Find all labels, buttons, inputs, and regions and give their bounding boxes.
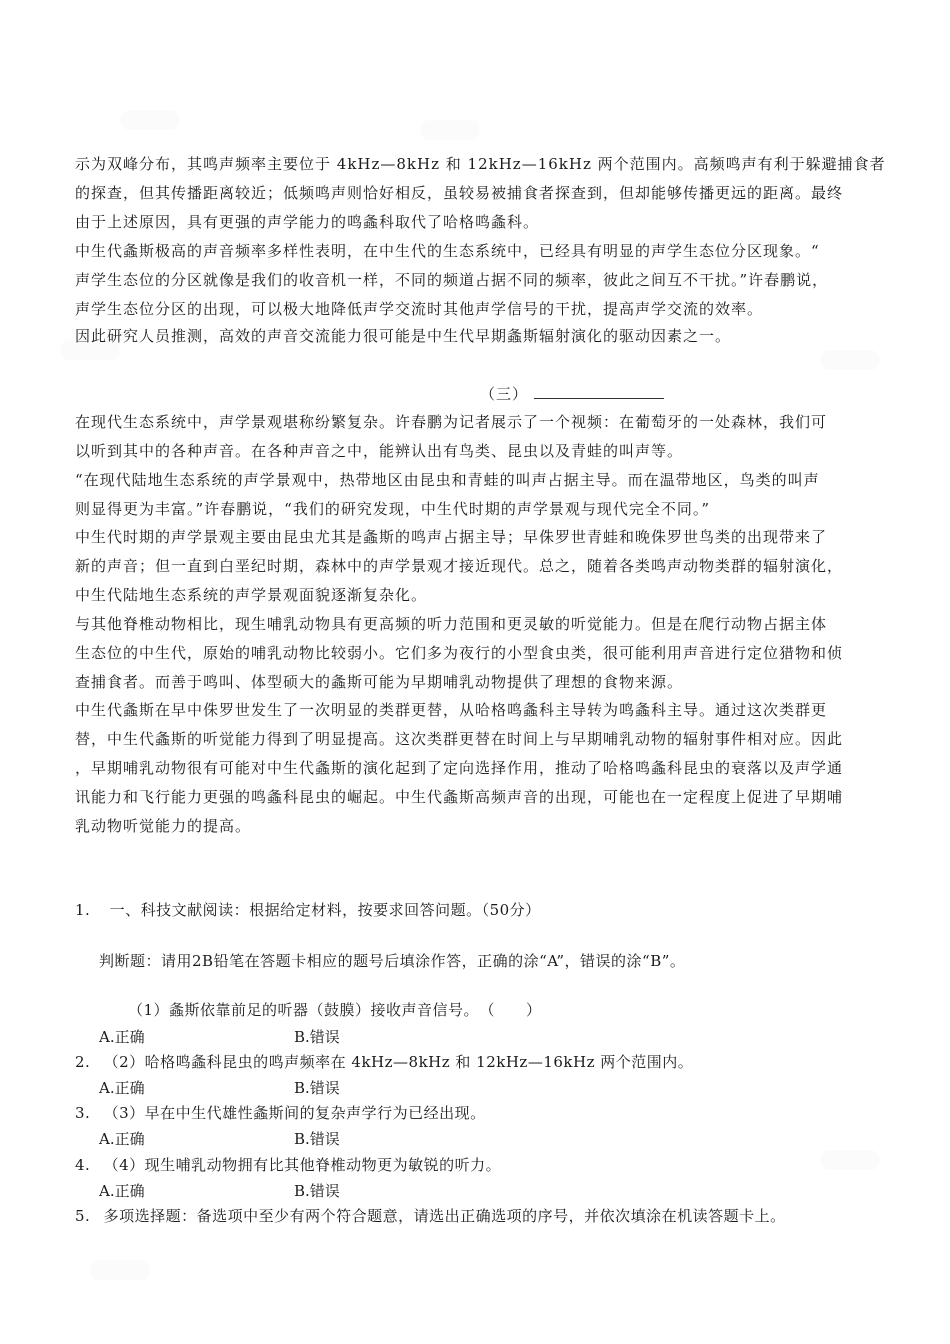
watermark: [90, 1260, 150, 1280]
text-line: 声学生态位分区的出现，可以极大地降低声学交流时其他声学信号的干扰，提高声学交流的效率。: [75, 300, 764, 318]
text-line: 以听到其中的各种声音。在各种声音之中，能辨认出有鸟类、昆虫以及青蛙的叫声等。: [75, 442, 684, 460]
question-text: 一、科技文献阅读：根据给定材料，按要求回答问题。（50分）: [109, 901, 541, 919]
paragraph-6: [75, 523, 885, 610]
question-3: [75, 1102, 486, 1124]
text-line: 因此研究人员推测，高效的声音交流能力很可能是中生代早期螽斯辐射演化的驱动因素之一。: [75, 327, 732, 345]
text-line: 生态位的中生代，原始的哺乳动物比较弱小。它们多为夜行的小型食虫类，很可能利用声音进行定位猎物和侦: [75, 644, 844, 662]
text-line: 在现代生态系统中，声学景观堪称纷繁复杂。许春鹏为记者展示了一个视频：在葡萄牙的一处森林，我们可: [75, 413, 828, 431]
text-line: 由于上述原因，具有更强的声学能力的鸣螽科取代了哈格鸣螽科。: [75, 213, 540, 231]
question-number: 1.: [75, 901, 91, 919]
instruction-text: 判断题：请用2B铅笔在答题卡相应的题号后填涂作答，正确的涂“A”，错误的涂“B”。: [99, 952, 686, 970]
question-number: 2.: [75, 1053, 91, 1071]
text-line: 与其他脊椎动物相比，现生哺乳动物具有更高频的听力范围和更灵敏的听觉能力。但是在爬行动物占据主体: [75, 615, 828, 633]
text-line: 新的声音；但一直到白垩纪时期，森林中的声学景观才接近现代。总之，随着各类鸣声动物类群的辐射演化，: [75, 557, 844, 575]
text-line: 讯能力和飞行能力更强的鸣螽科昆虫的崛起。中生代螽斯高频声音的出现，可能也在一定程度上促进了早期哺: [75, 788, 844, 806]
text-line: 中生代时期的声学景观主要由昆虫尤其是螽斯的鸣声占据主导；早侏罗世青蛙和晚侏罗世鸟类的出现带来了: [75, 528, 828, 546]
question-2: [75, 1051, 693, 1073]
option-b[interactable]: B.错误: [294, 1182, 340, 1200]
text-line: 乳动物听觉能力的提高。: [75, 817, 252, 835]
blank-line: [534, 384, 664, 399]
watermark: [820, 1150, 880, 1170]
text-line: 的探查，但其传播距离较近；低频鸣声则恰好相反，虽较易被捕食者探查到，但却能够传播更远的距离。最终: [75, 184, 844, 202]
section-heading: [480, 383, 664, 404]
paragraph-4: [75, 408, 885, 466]
paragraph-5: [75, 466, 885, 524]
option-a[interactable]: A.正确: [99, 1028, 145, 1046]
option-b[interactable]: B.错误: [294, 1130, 340, 1148]
question-number: 3.: [75, 1104, 91, 1122]
paragraph-2: [75, 237, 885, 324]
question-text: （3）早在中生代雄性螽斯间的复杂声学行为已经出现。: [103, 1104, 486, 1122]
question-number: 4.: [75, 1156, 91, 1174]
question-5: [75, 1205, 786, 1227]
text-line: “在现代陆地生态系统的声学景观中，热带地区由昆虫和青蛙的叫声占据主导。而在温带地区，鸟类的叫声: [75, 471, 820, 489]
text-line: 中生代陆地生态系统的声学景观面貌逐渐复杂化。: [75, 586, 428, 604]
watermark: [120, 110, 180, 130]
text-line: ，早期哺乳动物很有可能对中生代螽斯的演化起到了定向选择作用，推动了哈格鸣螽科昆虫的衰落以及声学通: [75, 759, 844, 777]
section-label: （三）: [480, 385, 529, 403]
text-line: 查捕食者。而善于鸣叫、体型硕大的螽斯可能为早期哺乳动物提供了理想的食物来源。: [75, 673, 684, 691]
question-1: [75, 899, 541, 921]
paragraph-3: [75, 322, 885, 351]
text-line: 替，中生代螽斯的听觉能力得到了明显提高。这次类群更替在时间上与早期哺乳动物的辐射事件相对应。因此: [75, 730, 844, 748]
watermark: [820, 350, 880, 370]
option-a[interactable]: A.正确: [99, 1130, 145, 1148]
text-line: 中生代螽斯在早中侏罗世发生了一次明显的类群更替，从哈格鸣螽科主导转为鸣螽科主导。通过这次类群更: [75, 701, 828, 719]
watermark: [420, 120, 480, 140]
option-b[interactable]: B.错误: [294, 1079, 340, 1097]
question-number: 5.: [75, 1207, 91, 1225]
option-a[interactable]: A.正确: [99, 1079, 145, 1097]
question-4: [75, 1154, 501, 1176]
question-text: （2）哈格鸣螽科昆虫的鸣声频率在 4kHz—8kHz 和 12kHz—16kHz 两个范围内。: [103, 1053, 694, 1071]
option-b[interactable]: B.错误: [294, 1028, 340, 1046]
text-line: 则显得更为丰富。”许春鹏说，“我们的研究发现，中生代时期的声学景观与现代完全不同。”: [75, 500, 711, 518]
text-line: 中生代螽斯极高的声音频率多样性表明，在中生代的生态系统中，已经具有明显的声学生态位分区现象。“: [75, 242, 820, 260]
paragraph-1: [75, 150, 885, 237]
text-line: 示为双峰分布，其鸣声频率主要位于 4kHz—8kHz 和 12kHz—16kHz 两个范围内。高频鸣声有利于躲避捕食者: [75, 155, 886, 173]
paragraph-7: [75, 610, 885, 697]
text-line: 声学生态位的分区就像是我们的收音机一样，不同的频道占据不同的频率，彼此之间互不干扰。”许春鹏说，: [75, 271, 829, 289]
option-a[interactable]: A.正确: [99, 1182, 145, 1200]
question-text: （4）现生哺乳动物拥有比其他脊椎动物更为敏锐的听力。: [103, 1156, 502, 1174]
paragraph-8: [75, 696, 885, 841]
question-text: 多项选择题：备选项中至少有两个符合题意，请选出正确选项的序号，并依次填涂在机读答题卡上。: [103, 1207, 786, 1225]
question-item-1: （1）螽斯依靠前足的听器（鼓膜）接收声音信号。 （ ）: [128, 1001, 542, 1019]
